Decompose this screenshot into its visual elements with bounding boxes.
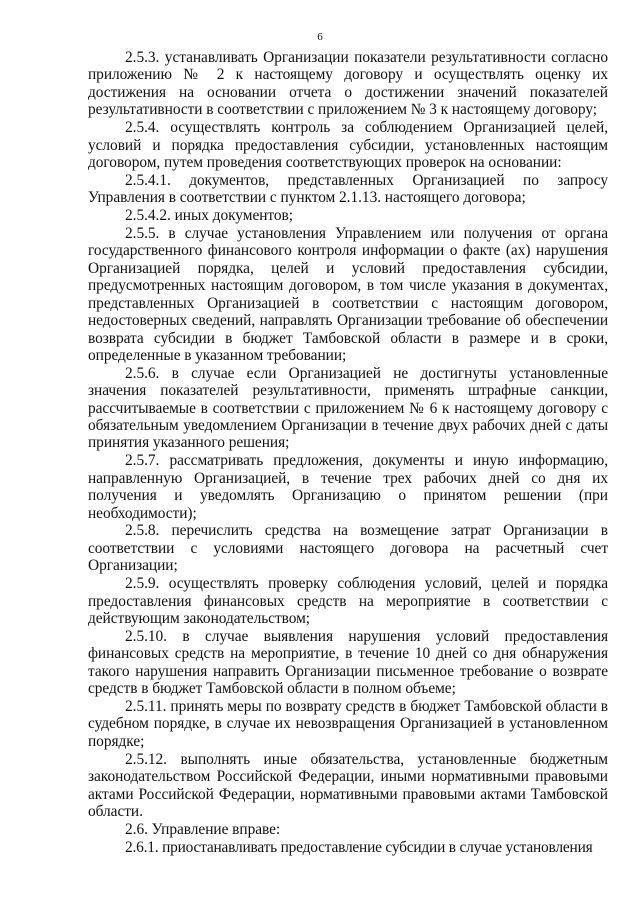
document-body [88, 49, 608, 857]
section-2-6-heading: 2.6. Управление вправе: [125, 820, 281, 838]
clause-2-5-4-1: 2.5.4.1. документов, представленных Организацией по запросу Управления в соответствии с пунктом 2.1.13. настоящего договора; [88, 171, 608, 207]
page-number: 6 [317, 31, 323, 43]
clause-2-5-11: 2.5.11. принять меры по возврату средств в бюджет Тамбовской области в судебном порядке, в случае их невозвращения Организацией в установленном порядке; [88, 698, 608, 750]
clause-2-5-4: 2.5.4. осуществлять контроль за соблюдением Организацией целей, условий и порядка предоставления субсидии, установленных настоящим договором, путем проведения соответствующих проверок на основании: [88, 119, 608, 171]
clause-2-6-1: 2.6.1. приостанавливать предоставление субсидии в случае установления [125, 838, 593, 856]
clause-2-5-4-2: 2.5.4.2. иных документов; [125, 207, 293, 225]
clause-2-5-7: 2.5.7. рассматривать предложения, документы и иную информацию, направленную Организацией, в течение трех рабочих дней со дня их получения и уведомлять Организацию о принятом решении (при необходимости); [88, 452, 608, 522]
clause-2-5-6: 2.5.6. в случае если Организацией не достигнуты установленные значения показателей результативности, применять штрафные санкции, рассчитываемые в соответствии с приложением № 6 к настоящему договору с обязательным уведомлением Организации в течение двух рабочих дней с даты принятия указанного решения; [88, 364, 608, 452]
clause-2-5-12: 2.5.12. выполнять иные обязательства, установленные бюджетным законодательством Российской Федерации, иными нормативными правовыми актами Российской Федерации, нормативными правовыми актами Тамбовской области. [88, 750, 608, 820]
clause-2-5-5: 2.5.5. в случае установления Управлением или получения от органа государственного финансового контроля информации о факте (ах) нарушения Организацией порядка, целей и условий предоставления субсидии, предусмотренных настоящим договором, в том числе указания в документах, представленных Организацией в соответствии с настоящим договором, недостоверных сведений, направлять Организации требование об обеспечении возврата субсидии в бюджет Тамбовской области в размере и в сроки, определенные в указанном требовании; [88, 225, 608, 364]
clause-2-5-10: 2.5.10. в случае выявления нарушения условий предоставления финансовых средств на мероприятие, в течение 10 дней со дня обнаружения такого нарушения направить Организации письменное требование о возврате средств в бюджет Тамбовской области в полном объеме; [88, 627, 608, 698]
clause-2-5-3: 2.5.3. устанавливать Организации показатели результативности согласно приложению № 2 к настоящему договору и осуществлять оценку их достижения на основании отчета о достижении значений показателей результативности в соответствии с приложением № 3 к настоящему договору; [88, 49, 608, 119]
clause-2-5-8: 2.5.8. перечислить средства на возмещение затрат Организации в соответствии с условиями настоящего договора на расчетный счет Организации; [88, 522, 608, 575]
clause-2-5-9: 2.5.9. осуществлять проверку соблюдения условий, целей и порядка предоставления финансовых средств на мероприятие в соответствии с действующим законодательством; [88, 575, 608, 627]
